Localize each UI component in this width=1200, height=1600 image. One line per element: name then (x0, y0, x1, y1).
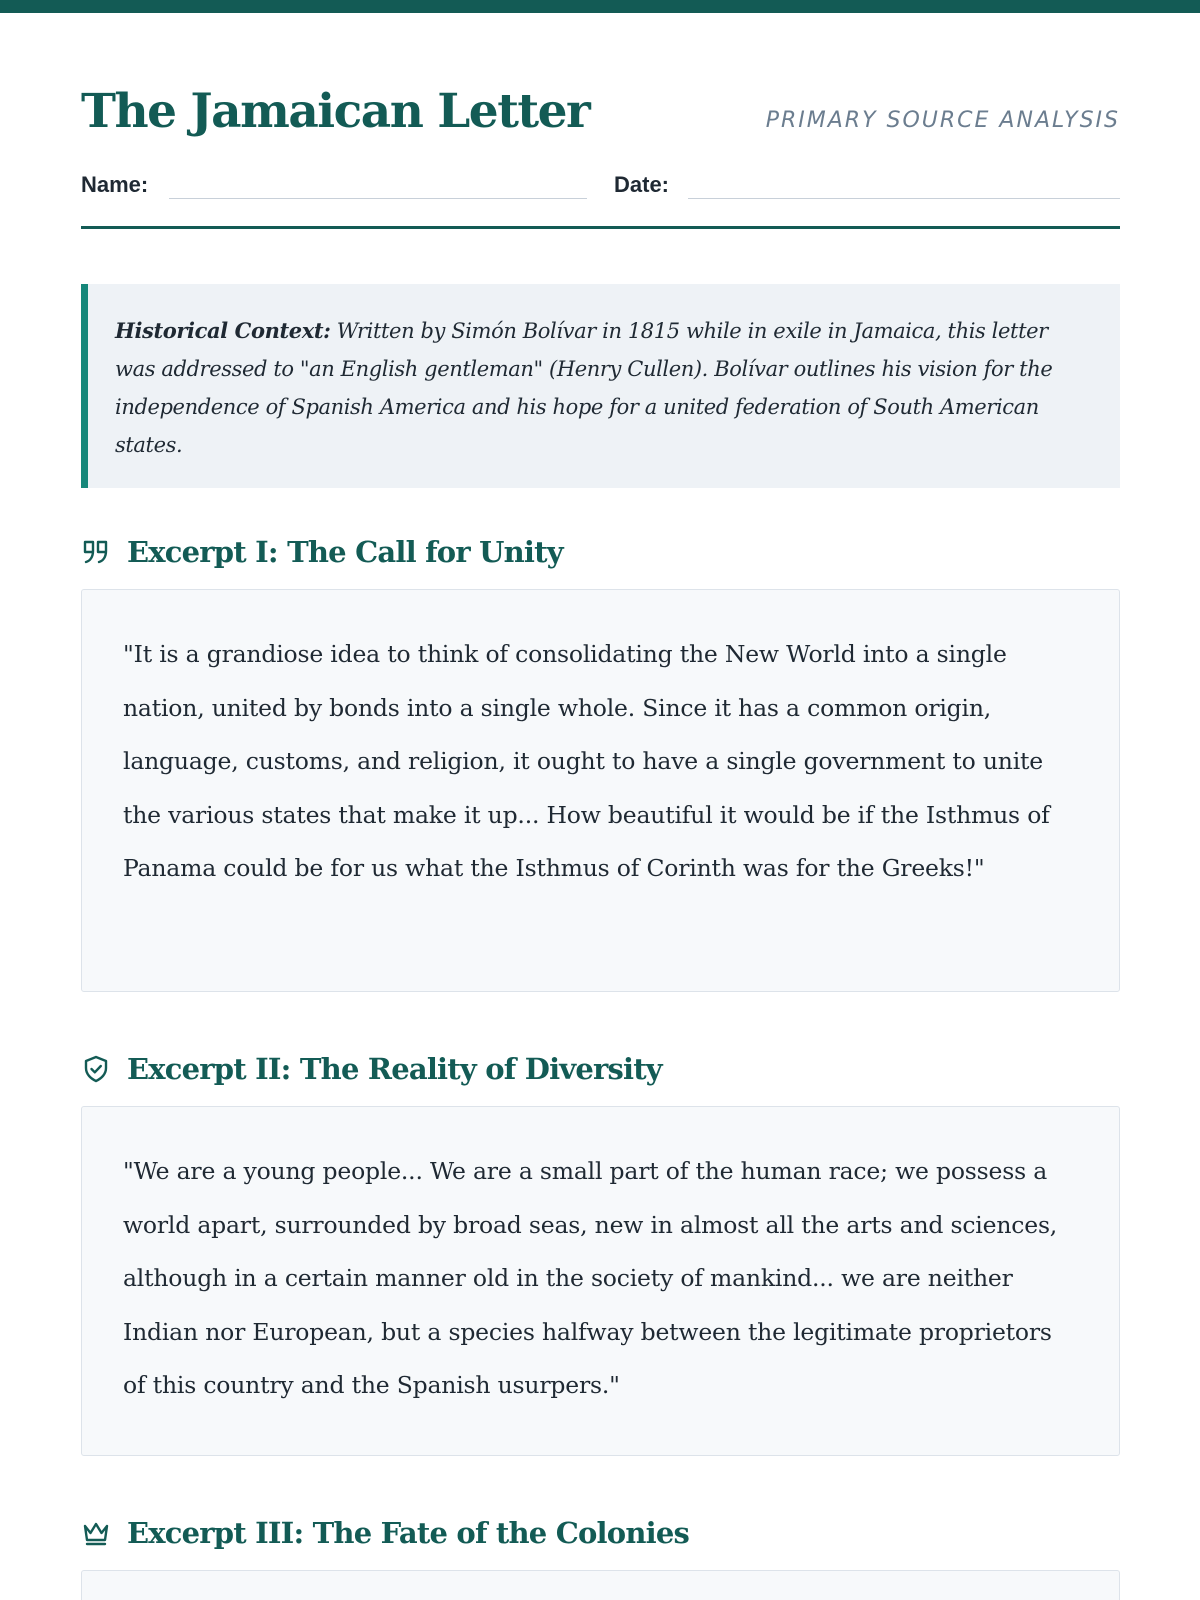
excerpt-title: Excerpt III: The Fate of the Colonies (127, 1516, 689, 1550)
excerpt-heading-2 (81, 1049, 1120, 1089)
quote-icon (81, 537, 111, 567)
date-label: Date: (614, 172, 670, 197)
context-text: Written by Simón Bolívar in 1815 while in exile in Jamaica, this letter was addressed to "an English gentleman" (Henry Cullen). Bolívar outlines his vision for the independence of Spanish America and his hope for a united federation of South American states. (115, 319, 1053, 457)
excerpt-title: Excerpt II: The Reality of Diversity (127, 1052, 662, 1086)
header-divider (81, 226, 1120, 229)
top-accent-bar (0, 0, 1200, 13)
historical-context-box (81, 284, 1120, 488)
shield-check-icon (81, 1054, 111, 1084)
name-label: Name: (81, 172, 149, 197)
excerpt-quote-1: "It is a grandiose idea to think of consolidating the New World into a single nation, united by bonds into a single whole. Since it has a common origin, language, customs, and religion, it ought to have a single government to unite the various states that make it up... How beautiful it would be if the Isthmus of Panama could be for us what the Isthmus of Corinth was for the Greeks!" (81, 589, 1120, 992)
worksheet-header (81, 82, 1120, 142)
excerpt-title: Excerpt I: The Call for Unity (127, 535, 563, 569)
name-field[interactable] (169, 198, 587, 199)
excerpt-heading-1 (81, 532, 1120, 572)
page-subtitle: PRIMARY SOURCE ANALYSIS (765, 108, 1120, 133)
page-title: The Jamaican Letter (81, 84, 590, 139)
excerpt-quote-2: "We are a young people... We are a small part of the human race; we possess a world apart, surrounded by broad seas, new in almost all the arts and sciences, although in a certain manner old in the society of mankind... we are neither Indian nor European, but a species halfway between the legitimate proprietors of this country and the Spanish usurpers." (81, 1106, 1120, 1456)
excerpt-quote-3 (81, 1570, 1120, 1600)
student-fields (81, 170, 1120, 202)
excerpt-heading-3 (81, 1513, 1120, 1553)
crown-icon (81, 1518, 111, 1548)
date-field[interactable] (688, 198, 1120, 199)
context-label: Historical Context: (115, 318, 331, 343)
